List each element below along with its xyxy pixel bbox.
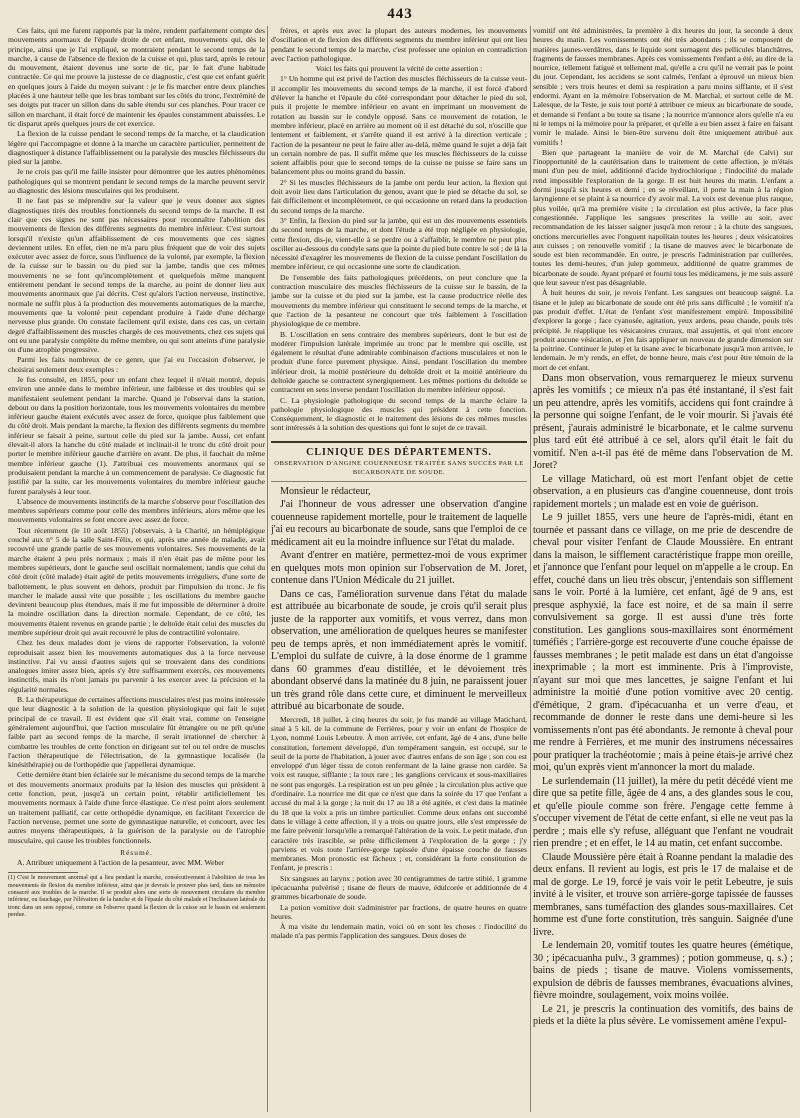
paragraph: Je ne crois pas qu'il me faille insister pour démontrer que les autres phénomènes pathologiques qui se montrent pendant le second temps de la marche peuvent servir au diagnostic des lésions musculaires qui les produisent. [8, 167, 265, 196]
paragraph: J'ai l'honneur de vous adresser une observation d'angine couenneuse rapidement mortelle, pour le traitement de laquelle j'ai eu recours au bicarbonate de soude, sans que l'emploi de ce médicament ait eu la moindre influence sur l'état du malade. [271, 499, 527, 548]
col1-body [8, 26, 265, 845]
column-right [533, 26, 793, 1112]
paragraph: Cette dernière étant bien éclairée sur le mécanisme du second temps de la marche et des mouvements anormaux produits par la lésion des muscles qui président à cette fonction, peut, jusqu'à un certain point, rétablir artificiellement les mouvements normaux à l'aide d'une force élastique. Ce n'est point alors seulement un traitement palliatif, car cette orthopédie dynamique, en facilitant l'exercice de l'action nerveuse, permet une sorte de gymnastique naturelle, et concourt, avec les autres moyens thérapeutiques, à la guérison de la paralysie ou de l'atrophie musculaire, qui cause les troubles fonctionnels. [8, 770, 265, 845]
paragraph: C. La physiologie pathologique du second temps de la marche éclaire la pathologie physiologique des muscles qui président à cette fonction. Conséquemment, le diagnostic et le traitement des lésions de ces mêmes muscles sont intéressés à la solution des questions qui font le sujet de ce travail. [271, 395, 527, 433]
paragraph: Claude Moussière père était à Roanne pendant la maladie des deux enfans. Il revient au logis, est pris le 17 de malaise et de mal de gorge. Le 19, forcé je vais voir le petit Lebeutre, je suis invité à le visiter, et trouve son arrière-gorge tapissée de fausses membranes, sans tuméfaction des glandes sous-maxillaires. Cet homme est d'une forte constitution, très sanguin. Saignée d'une livre. [533, 851, 793, 938]
paragraph: Je fus consulté, en 1855, pour un enfant chez lequel il n'était montré, depuis environ une année dans le membre inférieur, une faiblesse et des troubles qui se manifestaient seulement pendant la marche. Quand je l'observai dans la station, debout ou dans la position horizontale, tous les mouvements volontaires du membre inférieur gauche étaient exécutés avec assez de force, quoique plus faiblement que du côté droit. Mais pendant la marche, la flexion des différents segments du membre inférieur se faisait à peine, surtout celle du pied sur la jambe. Aussi, cet enfant élevait-il alors la hanche du côté malade et inclinait-il le tronc du côté droit pour porter le membre inférieur gauche d'arrière en avant. De plus, il fauchait du même membre inférieur gauche (1). J'attribuai ces mouvements anormaux qui se produisaient pendant la marche à un commencement de paralysie. Ce diagnostic fut justifié par la suite, car les mouvements volontaires du membre inférieur gauche furent paralysés à leur tour. [8, 374, 265, 496]
resume-heading: Résumé. [120, 847, 153, 857]
paragraph: La potion vomitive doit s'administrer par fractions, de quatre heures en quatre heures. [271, 902, 527, 921]
footnote: (1) C'est le mouvement anormal qui a lieu pendant la marche, consécutivement à l'abolition de tous les mouvements de flexion du membre inférieur, ainsi que je devrais le prouver plus tard, dans un mémoire consacré aux troubles de la marche. Il se produit alors une sorte de mouvement circulaire du membre inférieur, ou fauchage, par l'élévation de la hanche et de l'épaule du côté malade et l'inclinaison latérale du tronc dans un sens opposé, comme on l'observe quand la flexion de la cuisse sur le bassin est seulement perdue. [8, 875, 265, 918]
section-subheading: OBSERVATION D'ANGINE COUENNEUSE TRAITÉE SANS SUCCÈS PAR LE BICARBONATE DE SOUDE. [271, 459, 527, 482]
paragraph: Le 21, je prescris la continuation des vomitifs, des bains de pieds et la diète la plus sévère. Le vomissement amène l'expul- [533, 1003, 793, 1028]
paragraph: Chez les deux malades dont je viens de rapporter l'observation, la volonté reproduisait assez bien les mouvements automatiques dus à la force nerveuse instinctive. J'ai vu aussi d'autres sujets qui se trouvaient dans des conditions analogues imiter assez bien, après s'y être suffisamment exercés, ces mouvements instinctifs, mais ils n'ont jamais pu parvenir à les exercer avec la précision et la régularité normales. [8, 638, 265, 694]
paragraph: Dans ce cas, l'amélioration survenue dans l'état du malade est attribuée au bicarbonate de soude, je crois qu'il serait plus juste de la rapporter aux vomitifs, et vous verrez, dans mon observation, une amélioration de quelques heures se manifester peu de temps après, et non immédiatement après le vomitif. L'emploi du sulfate de cuivre, à la dose énorme de 1 gramme dans 60 grammes d'eau distillée, et le dévoiement très abondant observé dans la matinée du 8 juin, ne paraissent jouer un très grand rôle dans cette cure, et diminuent le merveilleux attribué au bicarbonate de soude. [271, 588, 527, 713]
paragraph: Le 9 juillet 1855, vers une heure de l'après-midi, étant en tournée et passant dans ce village, on me prie de descendre de cheval pour visiter l'enfant de Claude Moussière. En entrant dans la maison, le sifflement caractéristique frappe mon oreille, et j'annonce que l'enfant pour lequel on m'appelle a le croup. En effet, couché dans un lieu très obscur, j'entendais son sifflement sans le voir. Porté à la lumière, cet enfant, âgé de 9 ans, est presque asphyxié, la face est noire, et de sa main il serre convulsivement sa gorge. Il est aussi d'une très forte constitution. Les ganglions sous-maxillaires sont énormément tuméfiés ; l'arrière-gorge est recouverte d'une couche épaisse de fausses membranes ; le petit malade est dans un état d'angoisse inexprimable ; la mort est imminente. Pris à l'improviste, n'ayant sur moi que mes lancettes, je saigne l'enfant et lui administre la moitié d'une potion vomitive avec 20 centig. d'émétique, 2 gram. d'ipécacuanha et un verre d'eau, et recommande de donner le reste dans une demi-heure si les vomissements n'ont pas été abondants. Je remonte à cheval pour me rendre à Ferrières, et me munir des instrumens nécessaires pour pratiquer la trachéotomie ; mais à peine étais-je arrivé chez moi, qu'un exprès vient m'annoncer la mort du malade. [533, 512, 793, 774]
paragraph: 2° Si les muscles fléchisseurs de la jambe ont perdu leur action, la flexion qui doit avoir lieu dans l'articulation du genou, avant que le pied se détache du sol, se fait difficilement et incomplètement, ce qui occasionne un retard dans la production du second temps de la marche. [271, 177, 527, 215]
paragraph: L'absence de mouvements instinctifs de la marche s'observe pour l'oscillation des membres supérieurs comme pour celle des membres inférieurs, alors même que les mouvements volontaires se font encore avec assez de force. [8, 496, 265, 525]
paragraph: Le surlendemain (11 juillet), la mère du petit décédé vient me dire que sa petite fille, âgée de 4 ans, a des glandes sous le cou, et qu'elle pioule comme son frère. J'engage cette femme à s'occuper vivement de l'état de cette enfant, si elle ne veut pas la perdre ; mais elle s'y refuse, alléguant que l'enfant ne voudrait rien prendre ; et en effet, le 14 au matin, cet enfant succombe. [533, 775, 793, 850]
paragraph: 1° Un homme qui est privé de l'action des muscles fléchisseurs de la cuisse veut-il accomplir les mouvements du second temps de la marche, il est forcé d'abord d'élever la hanche et l'épaule du côté correspondant pour détacher le pied du sol, puis il projette le membre inférieur en avant en imprimant un mouvement de rotation au bassin sur le condyle opposé. Sans ce mouvement de rotation, le membre inférieur, placé en arrière au moment où il est détaché du sol, n'oscille que lentement et faiblement, et s'arrête quand il est arrivé à la direction verticale ; l'action de la pesanteur ne peut le faire aller au-delà, même quand le sujet a déjà fait un certain nombre de pas. Il suffit même que les muscles fléchisseurs de la cuisse soient affaiblis pour que le second temps de la cuisse ne puisse se faire sans un balancement plus ou moins grand du bassin. [271, 74, 527, 177]
paragraph: Bien que partageant la manière de voir de M. Marchal (de Calvi) sur l'inopportunité de la cautérisation dans le traitement de cette affection, je m'étais muni d'un peu de miel, additionné d'acide hydrochlorique ; l'indocilité du malade rend impossible l'exploration de la gorge. Il est huit heures du matin. L'enfant a dormi jusqu'à six heures et demi ; en se réveillant, il porte la main à la région laryngienne et se plaint à sa nourrice d'y avoir mal. La voix est devenue plus rauque, plus voilée, qu'à ma première visite ; la circulation est plus activée, la face plus congestionnée. J'applique les sangsues prescrites la veille au soir, avec recommandation de les laisser saigner jusqu'à mon retour ; à la chute des sangsues, onctions mercurielles avec l'onguent napolitain toutes les heures ; deux vésicatoires aux cuisses ; on renouvelle vomitif ; la tisane de mauves avec le bicarbonate de soude est bien recommandée. En outre, je prescris l'administration par cuillerées, toutes les demi-heures, d'un julep gommeux, additionné de quatre grammes de bicarbonate de soude. Ayant préparé et fourni tous les médicamens, je me suis assuré que leur saveur n'est pas désagréable. [533, 147, 793, 288]
column-divider [530, 26, 531, 1112]
paragraph: De l'ensemble des faits pathologiques précédents, on peut conclure que la contraction musculaire des muscles fléchisseurs de la cuisse sur le bassin, de la jambe sur la cuisse et du pied sur la jambe, est la cause productrice réelle des mouvements du membre inférieur qui constituent le second temps de la marche, et que l'action de la pesanteur ne concourt que très faiblement à l'oscillation physiologique de ce membre. [271, 272, 527, 329]
paragraph: Tout récemment (le 10 août 1855) j'observais, à la Charité, un hémiplégique couché aux n° 5 de la salle Saint-Félix, et qui, après une année de maladie, avait recouvré une grande partie de ses mouvements volontaires. Ses mouvements de la marche étaient à peu près normaux ; mais il n'en était pas de même pour les membres supérieurs, dont le gauche seul oscillait normalement, tandis que celui du côté droit (côté malade) était agité de petits mouvements irréguliers, d'une sorte de ballottement, le plus souvent en dehors, produit par l'impulsion du tronc. Je fis marcher le malade aussi vite que possible ; les oscillations du membre gauche devinrent beaucoup plus étendues, mais il me fut impossible de déterminer à droite la moindre oscillation dans la direction normale. Cependant, de ce côté, les mouvements étaient revenus en grande partie ; le deltoïde était celui des muscles du membre supérieur droit qui avait recouvré le plus de contractilité volontaire. [8, 525, 265, 637]
paragraph: Parmi les faits nombreux de ce genre, que j'ai eu l'occasion d'observer, je choisirai seulement deux exemples : [8, 355, 265, 374]
paragraph: La flexion de la cuisse pendant le second temps de la marche, et la claudication légère qui l'accompagne et donne à la marche un caractère particulier, permettent de diagnostiquer à distance l'affaiblissement ou la paralysie des muscles fléchisseurs du pied sur la jambe. [8, 129, 265, 167]
page-number: 443 [387, 6, 413, 22]
paragraph: Avant d'entrer en matière, permettez-moi de vous exprimer en quelques mots mon opinion sur l'observation de M. Joret, contenue dans l'Union Médicale du 21 juillet. [271, 550, 527, 587]
salutation: Monsieur le rédacteur, [280, 485, 371, 497]
paragraph: Mercredi, 18 juillet, à cinq heures du soir, je fus mandé au village Matichard, situé à 5 kil. de la commune de Ferrières, pour y voir un enfant de l'hospice de Lyon, nommé Louis Lebeutre. À mon arrivée, cet enfant, âgé de 4 ans, d'une belle constitution, fortement développé, d'un tempérament sanguin, est occupé, sur le seuil de la porte de l'habitation, à jouer avec d'autres enfans de son âge ; son cou est enveloppé d'un léger tissu de coton renfermant de la laine grasse non cardée. Sa voix est rauque, sifflante ; la toux rare ; les ganglions cervicaux et sous-maxillaires ne sont pas engorgés. La respiration est un peu gênée ; la circulation plus active que d'ordinaire. La nourrice me dit que ce n'est que dans la soirée du 17 que l'enfant a accusé du mal à la gorge ; la nuit du 17 au 18 a été agitée, et c'est dans la matinée du 18 que la voix a pris un timbre particulier. Comme deux enfans ont succombé dans le village à cette affection, il y a trois ou quatre jours, elle s'est empressée de me faire prévenir lorsqu'elle a remarqué l'altération de la voix. Le petit malade, d'un caractère très irascible, se prête difficilement à l'exploration de la gorge ; j'y parviens et vois toute l'arrière-gorge tapissée d'une épaisse couche de fausses membranes. Mon pronostic est fâcheux ; et, considérant la forte constitution de l'enfant, je prescris : [271, 714, 527, 873]
letter-opening [271, 486, 527, 714]
paragraph: Le village Matichard, où est mort l'enfant objet de cette observation, a en plusieurs cas d'angine couenneuse, dont trois rapidement mortels ; un malade est en voie de guérison. [533, 473, 793, 510]
column-left [8, 26, 265, 1112]
observation-commentary [533, 373, 793, 1029]
column-middle [271, 26, 527, 1112]
paragraph: Il ne faut pas se méprendre sur la valeur que je veux donner aux signes diagnostiques tirés des troubles fonctionnels du second temps de la marche. Il est clair que ces signes ne sont pas nécessaires pour reconnaître l'abolition des mouvements de flexion des différents segments du membre inférieur. C'est surtout lorsqu'il n'existe qu'un affaiblissement de ces mouvements que ces signes deviennent utiles. En effet, rien ne m'a paru plus fréquent que de voir des sujets exécuter avec assez de force, sous l'influence de la volonté, par exemple, la flexion de la cuisse sur le bassin ou du pied sur la jambe, tandis que ces mêmes mouvements ne se font qu'incomplètement et quelquefois même manquent entièrement pendant le second temps de la marche, au point de donner lieu aux mouvements anormaux que j'ai décrits. C'est qu'alors l'action nerveuse, instinctive, normale ne suffit plus à la production des mouvements automatiques de la marche, mouvements que la volonté peut cependant produire à l'aide d'une décharge nerveuse plus grande. On constate facilement qu'il existe, dans ces cas, un certain degré d'affaiblissement des muscles chargés de ces mouvements, chez ces sujets qui ont eu une paralysie complète du même membre, ou qui sont atteints d'une paralysie ou d'une atrophie progressive. [8, 196, 265, 355]
paragraph: frères, et après eux avec la plupart des auteurs modernes, les mouvements d'oscillation et de flexion des différents segments du membre inférieur qui ont lieu pendant le second temps de la marche, c'est professer une opinion en contradiction avec l'action pathologique. [271, 26, 527, 63]
paragraph: 3° Enfin, la flexion du pied sur la jambe, qui est un des mouvements essentiels du second temps de la marche, et dont l'étude a été trop négligée en physiologie, cette flexion, dis-je, vient-elle à se perdre ou à s'affaiblir, le membre ne peut plus osciller au-dessous du condyle sans que la pointe du pied bute contre le sol ; de là la nécessité d'exagérer les mouvements de flexion de la cuisse pendant l'oscillation du membre inférieur, ce qui occasionne une sorte de claudication. [271, 215, 527, 272]
footnote-divider [8, 872, 78, 873]
paragraph: B. L'oscillation en sens contraire des membres supérieurs, dont le but est de modérer l'impulsion latérale imprimée au tronc par le membre qui oscille, est également le résultat d'une admirable combinaison d'actions musculaires et non le produit d'une force purement physique. Ainsi, pendant l'oscillation du membre inférieur droit, la moitié postérieure du deltoïde droit et la moitié antérieure du deltoïde gauche se contractent synergiquement. Les mêmes portions du deltoïde se contractent en sens inverse pendant l'oscillation du membre inférieur opposé. [271, 329, 527, 395]
paragraph: Voici les faits qui prouvent la vérité de cette assertion : [315, 64, 483, 74]
column-divider [267, 26, 268, 1112]
paragraph: Dans mon observation, vous remarquerez le mieux survenu après les vomitifs ; ce mieux n'a pas été instantané, il s'est fait un peu attendre, après les vomitifs, accidens qui font craindre à la personne qui soigne l'enfant, de le voir mourir. Si j'avais été présent, j'aurais administré le bicarbonate, et le calme survenu plus tard eût été attribué à ce sel, alors qu'il était le fait du vomitif. N'en a-t-il pas été de même dans l'observation de M. Joret? [533, 372, 793, 472]
paragraph: Ces faits, qui me furent rapportés par la mère, rendent parfaitement compte des mouvements anormaux de l'épaule droite de cet enfant, mouvements qui, dès le principe, ainsi que je l'ai expliqué, se montraient pendant le second temps de la marche, à cause de l'absence de flexion de la cuisse et qui, plus tard, après le retour du mouvement, étaient devenus une sorte de tic, par le fait d'une habitude contractée. Ce qui me prouve la justesse de ce diagnostic, c'est que cet enfant guérit en quelques jours à l'aide du moyen suivant : je le fis marcher entre deux planches placées à une hauteur telle que les bras tombant sur les côtés du tronc, l'extrémité de ses doigts put tracer un sillon dans du sable étendu sur ces planches. Pour tracer ce sillon en marchant, il était forcé de maintenir les épaules constamment abaissées. Le tic disparut après quelques jours de cet exercice. [8, 26, 265, 128]
paragraph: A. Attribuer uniquement à l'action de la pesanteur, avec MM. Weber [17, 858, 225, 868]
paragraph: vomitif ont été administrées, la première à dix heures du jour, la seconde à deux heures du matin. Les vomissements ont été très abondants ; ils se composent de matières jaunes-verdâtres, dans le liquide sont surnagent des pellicules blanchâtres, fragments de fausses membranes. Après ces vomissements l'enfant a été, au dire de la nourrice, tellement fatigué et tellement mal, qu'elle a cru qu'il ne verrait pas le point du jour. Cependant, les accidens se sont calmés, l'enfant a éprouvé un mieux bien sensible ; vers trois heures et demi sa respiration a paru moins sifflante, et il s'est endormi. Ayant en la mémoire l'observation de M. Marchal, et surtout celle de M. Lalesque, de la Teste, je suis tout porté à attribuer ce mieux au bicarbonate de soude, et demande si l'enfant a bu toute sa tisane ; la nourrice m'annonce alors qu'elle n'a eu ni le temps ni la mémoire pour la préparer, et qu'elle a eu bien assez à faire en faisant vomir le malade. Ainsi le bien-être survenu doit être uniquement attribué aux vomitifs ! [533, 26, 793, 147]
paragraph: Six sangsues au larynx ; potion avec 30 centigrammes de tartre stibié, 1 gramme ipécacuanha pulvérisé ; tisane de fleurs de mauve, édulcorée et additionnée de 4 grammes bicarbonate de soude. [271, 873, 527, 902]
paragraph: Le lendemain 20, vomitif toutes les quatre heures (émétique, 30 ; ipécacuanha pulv., 3 grammes) ; potion gommeuse, q. s.) ; bains de pieds ; tisane de mauve. Violens vomissements, expulsion de débris de fausses membranes, évacuations alvines, fièvre moindre, soulagement, voix moins voilée. [533, 940, 793, 1002]
paragraph: B. La thérapeutique de certaines affections musculaires n'est pas moins intéressée que leur diagnostic à la solution de la question physiologique qui fait le sujet principal de ce travail. Il est évident que s'il était vrai, comme on l'enseigne généralement aujourd'hui, que l'action musculaire fût étrangère ou ne prît qu'une faible part au second temps de la marche, il serait irrationnel de chercher à combattre les troubles de cette fonction en dirigeant sur tel ou tel ordre de muscles l'action thérapeutique de l'électrisation, de la gymnastique localisée (la kinésithérapie) ou de l'orthopédie que j'appellerai dynamique. [8, 695, 265, 770]
paragraph: À ma visite du lendemain matin, voici où en sont les choses : l'indocilité du malade n'a pas permis l'application des sangsues. Deux doses de [271, 922, 527, 941]
section-heading: CLINIQUE DES DÉPARTEMENTS. [271, 441, 527, 457]
paragraph: À huit heures du soir, je revois l'enfant. Les sangsues ont beaucoup saigné. La tisane et le julep au bicarbonate de soude ont été pris sans difficulté ; le vomitif n'a pas produit d'effet. L'état de l'enfant s'est manifestement empiré. Impossibilité d'explorer la gorge ; face cyanosée, agitation, yeux ardens, peau chaude, pouls très précipité. Je réapplique les vésicatoires cruraux, mal assujettis, et qui n'ont encore produit aucune vésication, et j'en fais appliquer un nouveau de grande dimension sur la poitrine. Continuer le julep et la tisane avec le bicarbonate jusqu'à mon arrivée, le lendemain. Je m'y rends, en effet, de bonne heure, mais c'est pour être témoin de la mort de cet enfant. [533, 288, 793, 372]
